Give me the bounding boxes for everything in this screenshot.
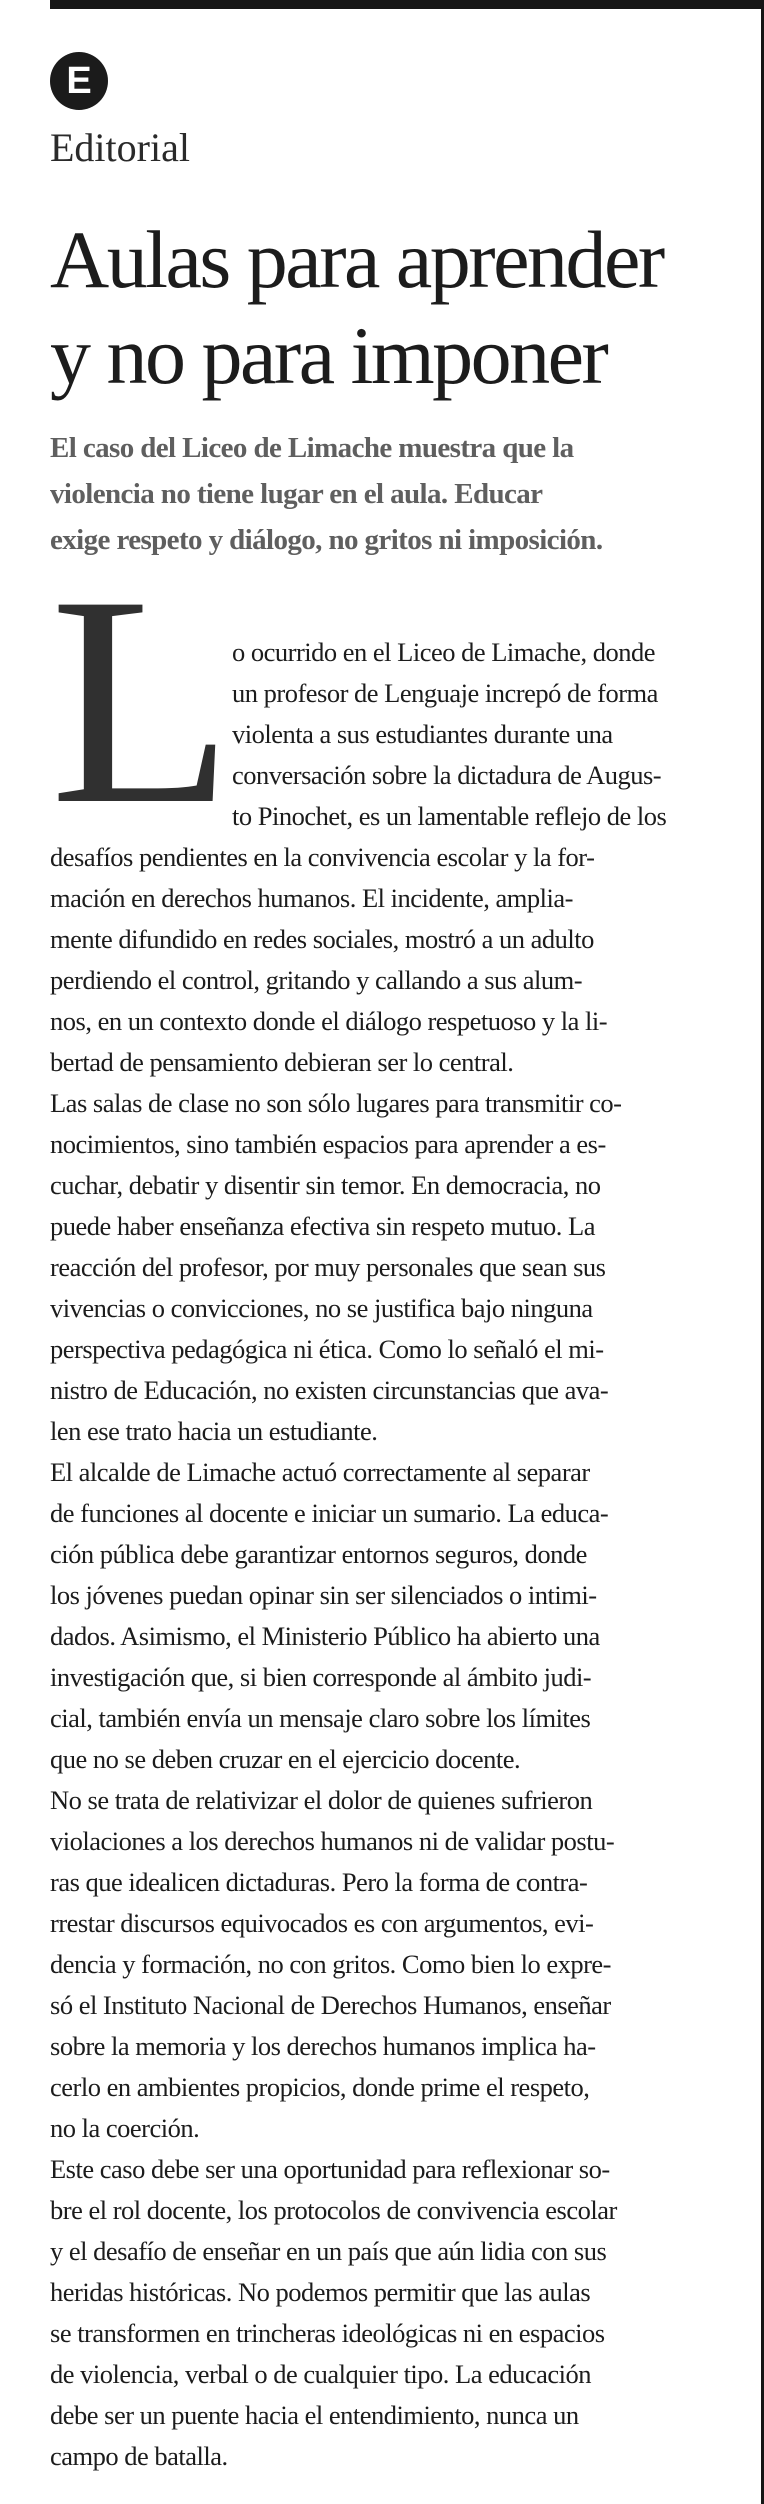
- article-line: cial, también envía un mensaje claro sobre los límites: [50, 1703, 591, 1733]
- article-line: y el desafío de enseñar en un país que aún lidia con sus: [50, 2236, 607, 2266]
- article-line: perdiendo el control, gritando y callando a sus alum-: [50, 965, 583, 995]
- article-line: los jóvenes puedan opinar sin ser silenciados o intimi-: [50, 1580, 597, 1610]
- article-line: debe ser un puente hacia el entendimiento, nunca un: [50, 2400, 579, 2430]
- article-line: que no se deben cruzar en el ejercicio docente.: [50, 1744, 521, 1774]
- deck-line: exige respeto y diálogo, no gritos ni imposición.: [50, 524, 603, 556]
- article-line: Este caso debe ser una oportunidad para reflexionar so-: [50, 2154, 610, 2184]
- article-line: sobre la memoria y los derechos humanos implica ha-: [50, 2031, 596, 2061]
- article-line: investigación que, si bien corresponde al ámbito judi-: [50, 1662, 592, 1692]
- article-line: mente difundido en redes sociales, mostró a un adulto: [50, 924, 594, 954]
- article-line: cuchar, debatir y disentir sin temor. En democracia, no: [50, 1170, 601, 1200]
- article-line: rrestar discursos equivocados es con argumentos, evi-: [50, 1908, 594, 1938]
- article-line: to Pinochet, es un lamentable reflejo de los: [232, 801, 667, 831]
- article-line: cerlo en ambientes propicios, donde prime el respeto,: [50, 2072, 590, 2102]
- deck-line: violencia no tiene lugar en el aula. Educar: [50, 478, 543, 510]
- article-line: No se trata de relativizar el dolor de quienes sufrieron: [50, 1785, 593, 1815]
- article-line: heridas históricas. No podemos permitir que las aulas: [50, 2277, 591, 2307]
- article-line: de violencia, verbal o de cualquier tipo. La educación: [50, 2359, 592, 2389]
- article-line: nos, en un contexto donde el diálogo respetuoso y la li-: [50, 1006, 608, 1036]
- article-line: de funciones al docente e iniciar un sumario. La educa-: [50, 1498, 609, 1528]
- editorial-badge-icon: E: [50, 52, 108, 110]
- article-line: ras que idealicen dictaduras. Pero la forma de contra-: [50, 1867, 588, 1897]
- article-line: vivencias o convicciones, no se justifica bajo ninguna: [50, 1293, 593, 1323]
- article-line: perspectiva pedagógica ni ética. Como lo señaló el mi-: [50, 1334, 604, 1364]
- article-line: dencia y formación, no con gritos. Como bien lo expre-: [50, 1949, 611, 1979]
- article-line: dados. Asimismo, el Ministerio Público ha abierto una: [50, 1621, 600, 1651]
- article-line: violaciones a los derechos humanos ni de validar postu-: [50, 1826, 615, 1856]
- article-line: desafíos pendientes en la convivencia escolar y la for-: [50, 842, 595, 872]
- headline-line: y no para imponer: [50, 310, 607, 401]
- article-line: Las salas de clase no son sólo lugares para transmitir co-: [50, 1088, 622, 1118]
- article-line: un profesor de Lenguaje increpó de forma: [232, 678, 658, 708]
- article-line: campo de batalla.: [50, 2441, 228, 2471]
- drop-cap: L: [50, 534, 234, 866]
- headline-line: Aulas para aprender: [50, 214, 663, 305]
- article-line: reacción del profesor, por muy personales que sean sus: [50, 1252, 606, 1282]
- article-body: [50, 632, 760, 2477]
- article-line: ción pública debe garantizar entornos seguros, donde: [50, 1539, 587, 1569]
- article-line: mación en derechos humanos. El incidente, amplia-: [50, 883, 573, 913]
- article-line: se transformen en trincheras ideológicas ni en espacios: [50, 2318, 605, 2348]
- article-line: só el Instituto Nacional de Derechos Humanos, enseñar: [50, 1990, 611, 2020]
- article-line: bre el rol docente, los protocolos de convivencia escolar: [50, 2195, 617, 2225]
- article-line: len ese trato hacia un estudiante.: [50, 1416, 378, 1446]
- headline: [50, 212, 760, 404]
- top-rule: [50, 0, 764, 9]
- article-line: conversación sobre la dictadura de Augus-: [232, 760, 662, 790]
- article-line: puede haber enseñanza efectiva sin respeto mutuo. La: [50, 1211, 595, 1241]
- article-line: El alcalde de Limache actuó correctamente al separar: [50, 1457, 590, 1487]
- article-line: nistro de Educación, no existen circunstancias que ava-: [50, 1375, 609, 1405]
- article-line: nocimientos, sino también espacios para aprender a es-: [50, 1129, 606, 1159]
- article-line: bertad de pensamiento debieran ser lo central.: [50, 1047, 514, 1077]
- article-line: no la coerción.: [50, 2113, 200, 2143]
- section-label: Editorial: [50, 125, 190, 170]
- article-line: o ocurrido en el Liceo de Limache, donde: [232, 637, 655, 667]
- article-line: violenta a sus estudiantes durante una: [232, 719, 613, 749]
- deck-line: El caso del Liceo de Limache muestra que la: [50, 432, 574, 464]
